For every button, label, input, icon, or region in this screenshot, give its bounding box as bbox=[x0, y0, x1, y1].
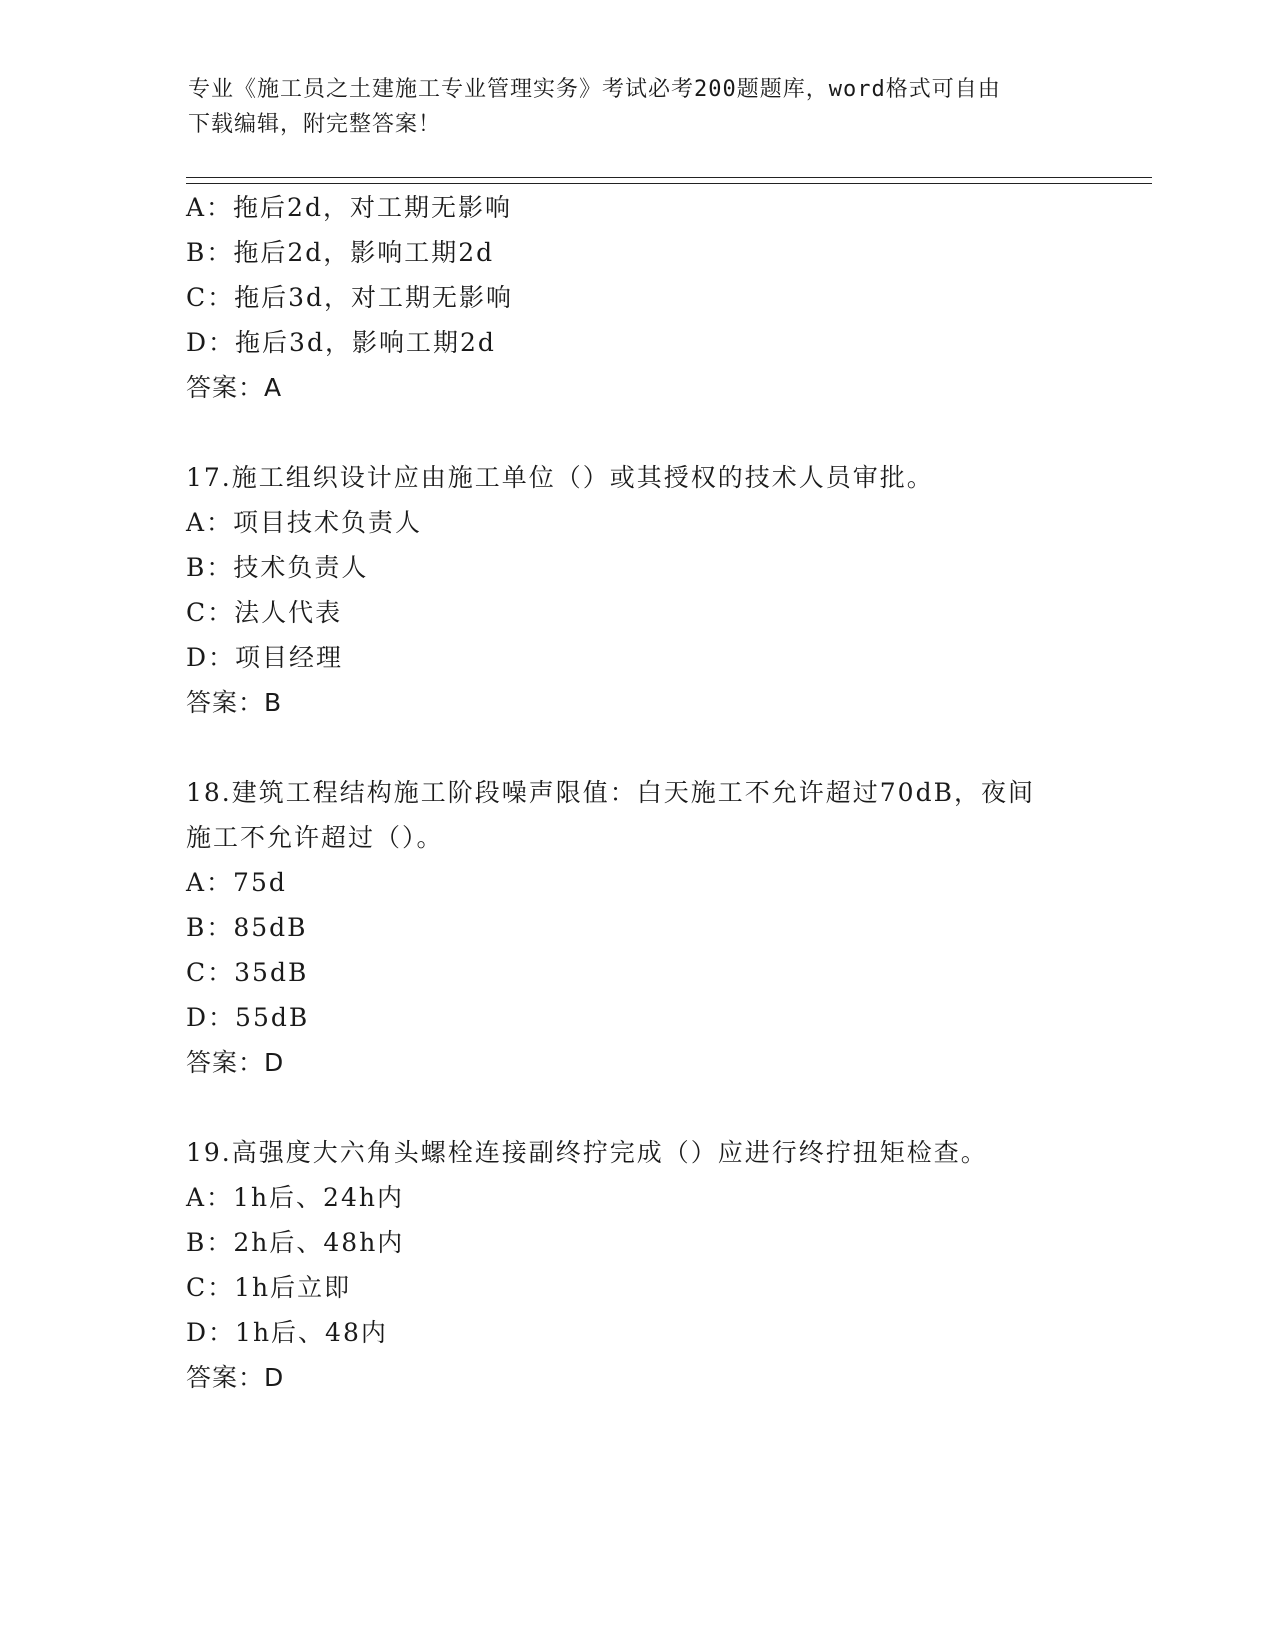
prev-answer: 答案：A bbox=[186, 373, 283, 402]
q17-option-b: B：技术负责人 bbox=[186, 553, 369, 582]
q17-option-d: D：项目经理 bbox=[186, 643, 344, 672]
header-divider-bottom bbox=[186, 183, 1152, 184]
q18-answer: 答案：D bbox=[186, 1048, 285, 1077]
header-line-2: 下载编辑，附完整答案！ bbox=[188, 112, 442, 137]
q19-option-d: D：1h后、48内 bbox=[186, 1318, 388, 1347]
q18-option-c: C：35dB bbox=[186, 958, 309, 987]
q18-option-b: B：85dB bbox=[186, 913, 308, 942]
q17-option-a: A：项目技术负责人 bbox=[186, 508, 423, 537]
question-18-text-line1: 18.建筑工程结构施工阶段噪声限值：白天施工不允许超过70dB，夜间 bbox=[186, 778, 1035, 807]
q17-answer: 答案：B bbox=[186, 688, 283, 717]
prev-option-c: C：拖后3d，对工期无影响 bbox=[186, 283, 514, 312]
q19-option-c: C：1h后立即 bbox=[186, 1273, 352, 1302]
q19-answer: 答案：D bbox=[186, 1363, 285, 1392]
prev-option-b: B：拖后2d，影响工期2d bbox=[186, 238, 495, 267]
q19-option-b: B：2h后、48h内 bbox=[186, 1228, 405, 1257]
q18-option-a: A：75d bbox=[186, 868, 287, 897]
header-line-1: 专业《施工员之土建施工专业管理实务》考试必考200题题库，word格式可自由 bbox=[188, 77, 1001, 102]
q17-option-c: C：法人代表 bbox=[186, 598, 343, 627]
document-header bbox=[188, 72, 1068, 142]
question-17-text: 17.施工组织设计应由施工单位（）或其授权的技术人员审批。 bbox=[186, 463, 934, 492]
q18-option-d: D：55dB bbox=[186, 1003, 310, 1032]
question-18-text-line2: 施工不允许超过（）。 bbox=[186, 823, 444, 852]
q19-option-a: A：1h后、24h内 bbox=[186, 1183, 404, 1212]
prev-option-d: D：拖后3d，影响工期2d bbox=[186, 328, 496, 357]
question-19-text: 19.高强度大六角头螺栓连接副终拧完成（）应进行终拧扭矩检查。 bbox=[186, 1138, 988, 1167]
prev-option-a: A：拖后2d，对工期无影响 bbox=[186, 193, 512, 222]
header-divider-top bbox=[186, 177, 1152, 178]
